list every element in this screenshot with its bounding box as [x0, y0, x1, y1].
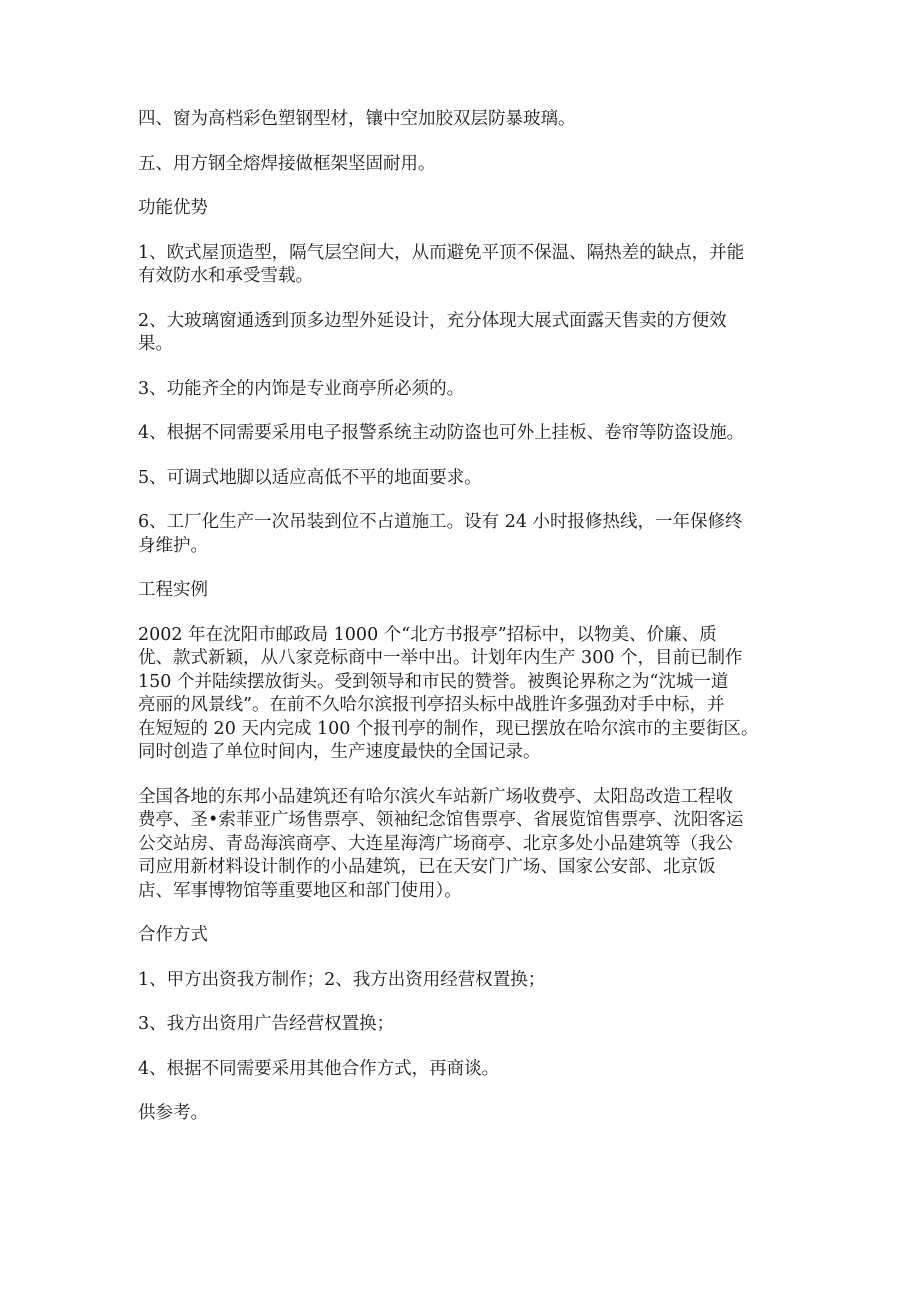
paragraph-window-material: [138, 108, 783, 132]
text-line: 优、款式新颖，从八家竞标商中一举中出。计划年内生产 300 个，目前已制作: [138, 648, 743, 668]
paragraph-project-shenyang: [138, 624, 783, 765]
heading-project-examples: [138, 579, 783, 603]
text-line: 供参考。: [138, 1103, 208, 1123]
text-line: 亮丽的风景线”。在前不久哈尔滨报刊亭招头标中战胜许多强劲对手中标，并: [138, 695, 725, 715]
text-line: 身维护。: [138, 535, 208, 556]
text-line: 全国各地的东邦小品建筑还有哈尔滨火车站新广场收费亭、太阳岛改造工程收: [138, 786, 733, 807]
paragraph-cooperation-3: [138, 1013, 783, 1037]
text-line: 同时创造了单位时间内，生产速度最快的全国记录。: [138, 742, 541, 762]
text-line: 3、我方出资用广告经营权置换；: [138, 1014, 395, 1034]
text-line: 2002 年在沈阳市邮政局 1000 个“北方书报亭”招标中，以物美、价廉、质: [138, 624, 717, 645]
heading-cooperation: [138, 924, 783, 948]
text-line: 1、甲方出资我方制作；2、我方出资用经营权置换；: [138, 969, 546, 990]
text-line: 工程实例: [138, 580, 208, 600]
paragraph-project-nationwide: [138, 786, 783, 904]
text-line: 果。: [138, 334, 173, 354]
text-line: 店、军事博物馆等重要地区和部门使用）。: [138, 880, 462, 901]
paragraph-advantage-2: [138, 310, 783, 357]
paragraph-advantage-6: [138, 511, 783, 558]
paragraph-closing: [138, 1102, 783, 1126]
text-line: 3、功能齐全的内饰是专业商亭所必须的。: [138, 378, 465, 399]
paragraph-frame-welding: [138, 153, 783, 177]
document-page: [138, 108, 783, 1147]
heading-function-advantages: [138, 197, 783, 221]
text-line: 2、大玻璃窗通透到顶多边型外延设计，充分体现大展式面露天售卖的方便效: [138, 310, 727, 331]
text-line: 5、可调式地脚以适应高低不平的地面要求。: [138, 467, 482, 488]
paragraph-cooperation-1-2: [138, 969, 783, 993]
text-line: 四、窗为高档彩色塑钢型材，镶中空加胶双层防暴玻璃。: [138, 109, 576, 129]
text-line: 功能优势: [138, 198, 208, 218]
paragraph-advantage-1: [138, 242, 783, 289]
text-line: 司应用新材料设计制作的小品建筑，已在天安门广场、国家公安部、北京饭: [138, 857, 716, 877]
paragraph-advantage-3: [138, 378, 783, 402]
text-line: 4、根据不同需要采用其他合作方式，再商谈。: [138, 1058, 500, 1079]
text-line: 6、工厂化生产一次吊装到位不占道施工。设有 24 小时报修热线，一年保修终: [138, 512, 743, 532]
text-line: 费亭、圣•索菲亚广场售票亭、领袖纪念馆售票亭、省展览馆售票亭、沈阳客运: [138, 810, 744, 830]
text-line: 1、欧式屋顶造型，隔气层空间大，从而避免平顶不保温、隔热差的缺点，并能: [138, 242, 745, 263]
paragraph-cooperation-4: [138, 1058, 783, 1082]
text-line: 五、用方钢全熔焊接做框架坚固耐用。: [138, 153, 436, 174]
text-line: 150 个并陆续摆放街头。受到领导和市民的赞誉。被舆论界称之为“沈城一道: [138, 671, 729, 692]
text-line: 有效防水和承受雪载。: [138, 266, 313, 286]
text-line: 4、根据不同需要采用电子报警系统主动防盗也可外上挂板、卷帘等防盗设施。: [138, 423, 745, 443]
text-line: 在短短的 20 天内完成 100 个报刊亭的制作，现已摆放在哈尔滨市的主要街区。: [138, 718, 759, 739]
paragraph-advantage-4: [138, 422, 783, 446]
paragraph-advantage-5: [138, 467, 783, 491]
text-line: 公交站房、青岛海滨商亭、大连星海湾广场商亭、北京多处小品建筑等（我公: [138, 833, 733, 854]
text-line: 合作方式: [138, 925, 208, 945]
